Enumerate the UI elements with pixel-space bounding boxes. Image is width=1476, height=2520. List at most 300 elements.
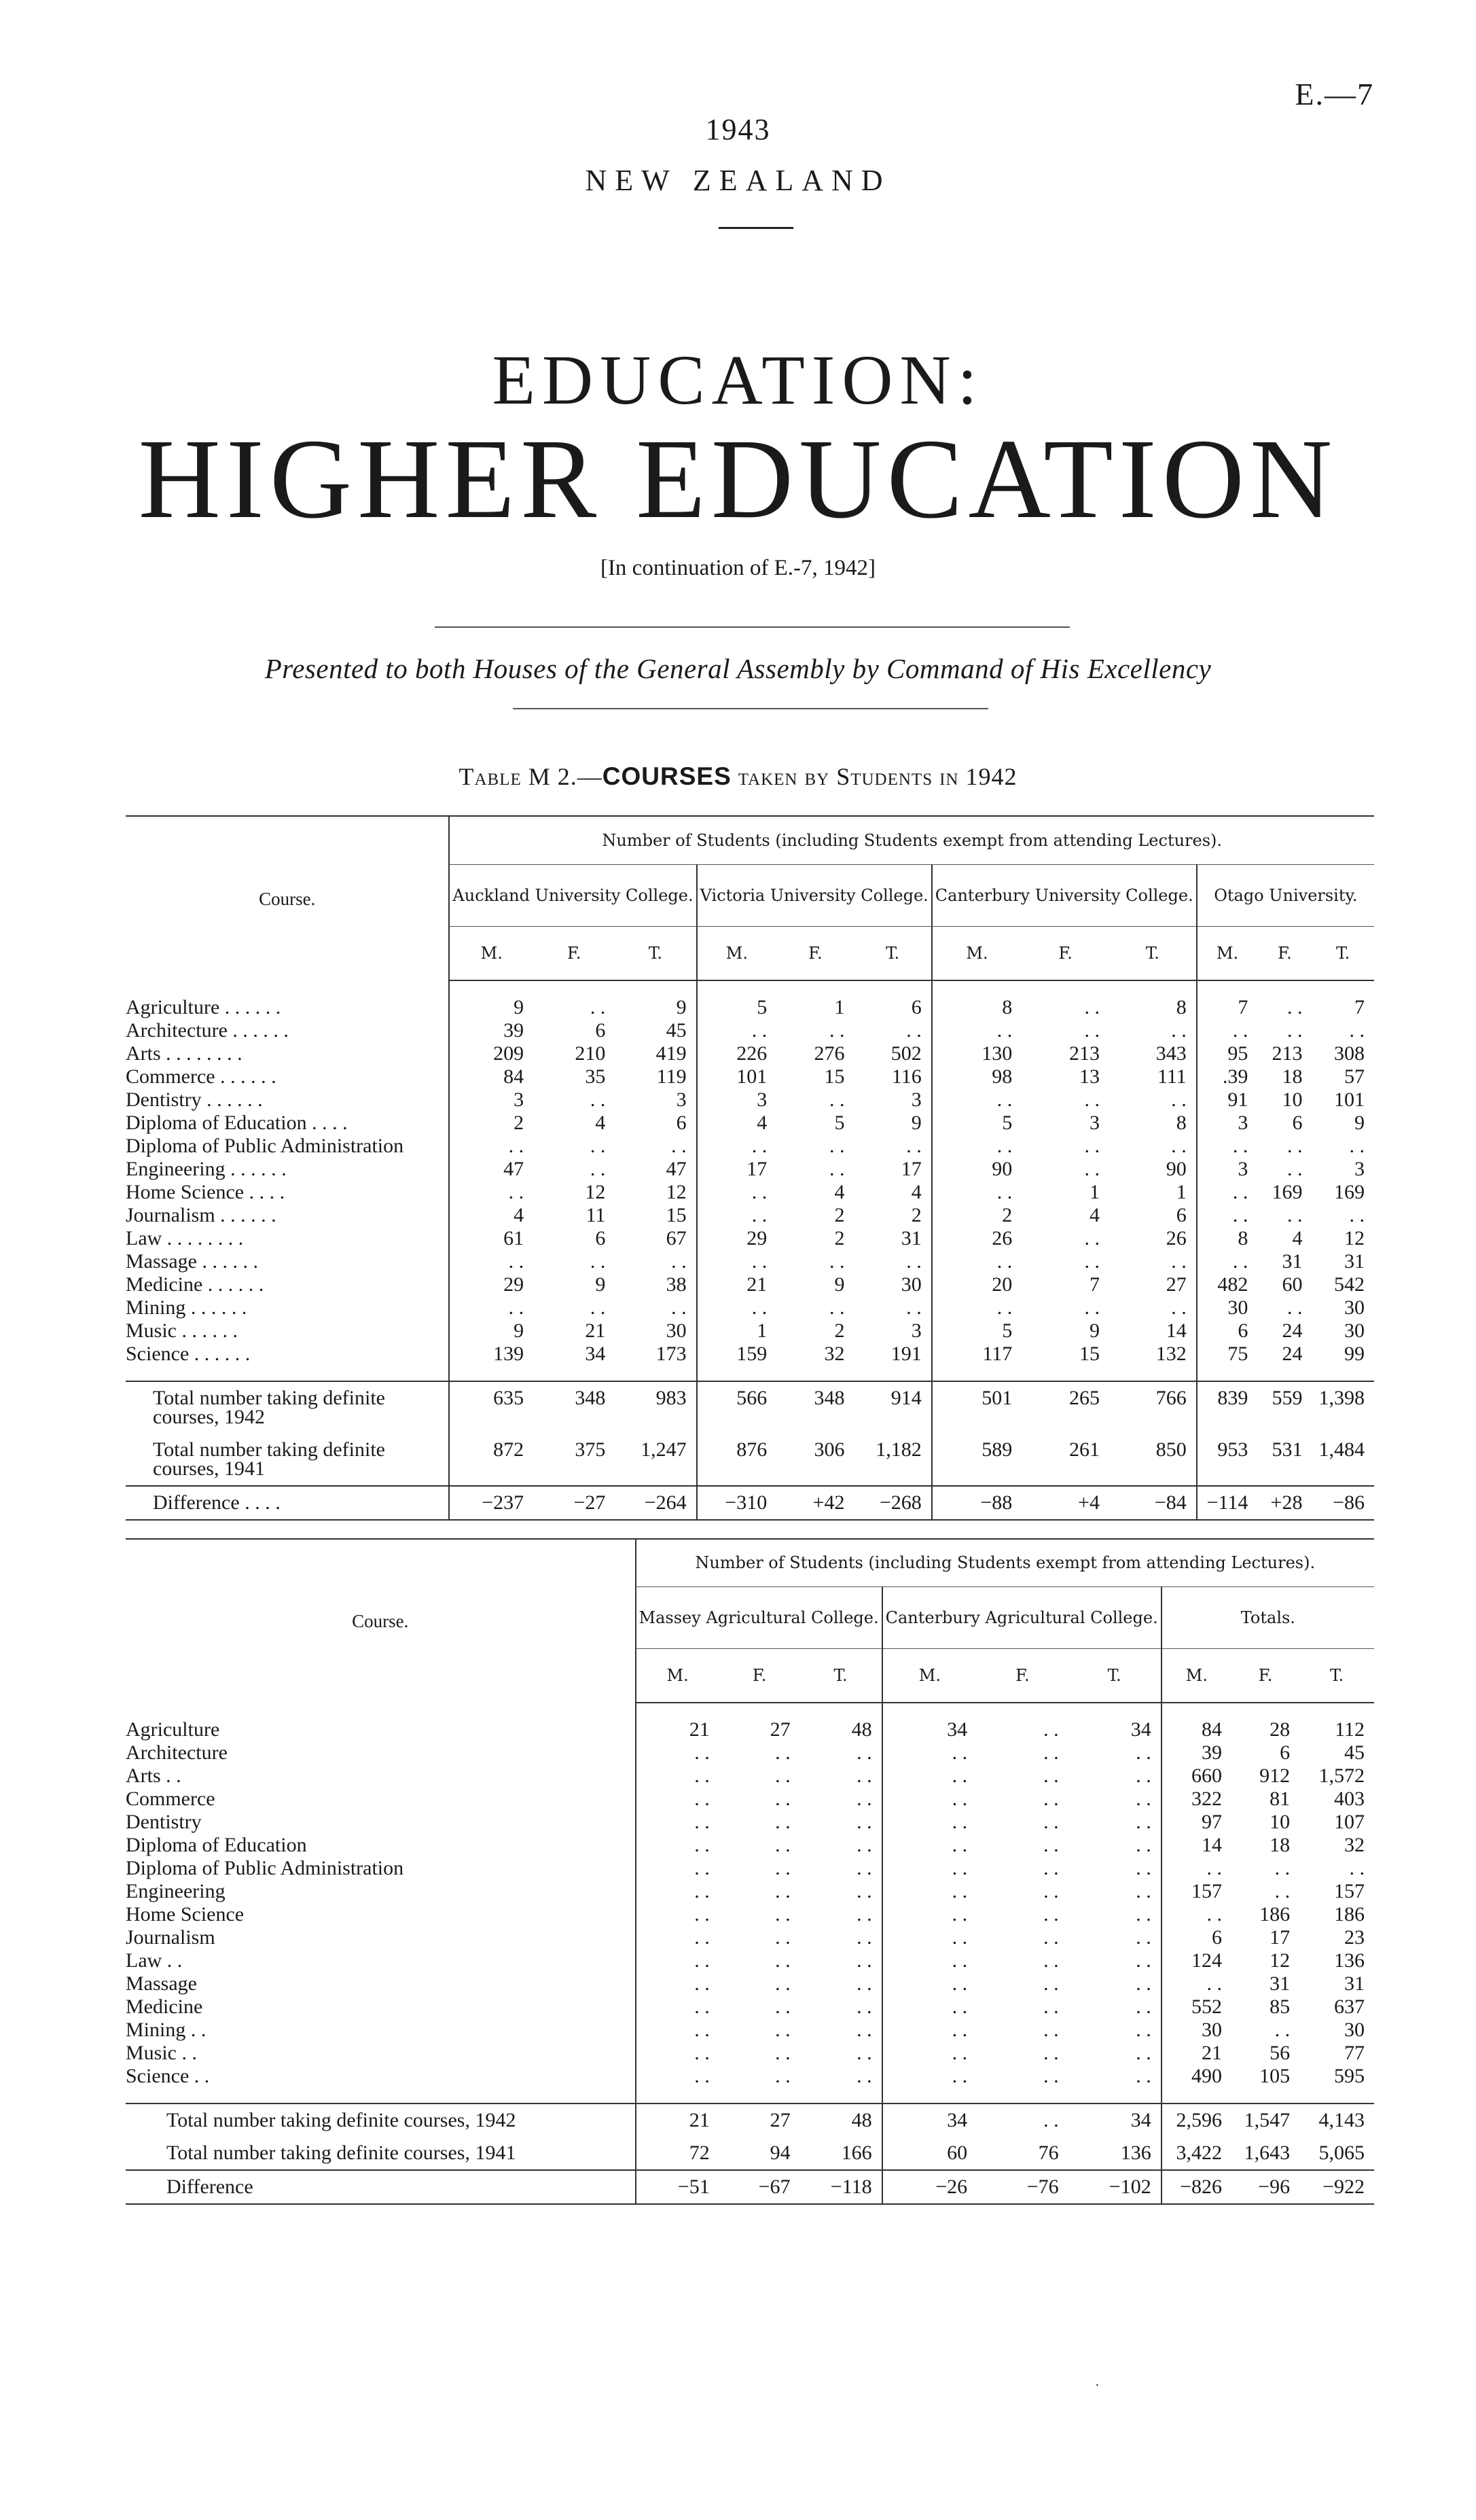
cell-value: . . bbox=[1084, 1088, 1100, 1111]
cell-value: 6 bbox=[595, 1227, 606, 1249]
total-value: −114 bbox=[1197, 1486, 1258, 1520]
cell-value: 31 bbox=[1270, 1972, 1291, 1995]
cell-value: 48 bbox=[851, 1718, 872, 1741]
cell-value: 47 bbox=[666, 1158, 687, 1180]
cell-value: . . bbox=[1043, 1811, 1059, 1833]
column-label: T. bbox=[1068, 1649, 1162, 1703]
cell-value: . . bbox=[1136, 1741, 1151, 1764]
cell-value: . . bbox=[829, 1019, 845, 1042]
column-label: M. bbox=[1197, 927, 1258, 981]
cell-value: 12 bbox=[1344, 1227, 1365, 1249]
cell-value: . . bbox=[671, 1250, 687, 1273]
table-row bbox=[126, 1158, 1374, 1181]
cell-value: . . bbox=[932, 1181, 1022, 1204]
column-label: F. bbox=[1022, 927, 1109, 981]
total-value: 566 bbox=[697, 1381, 777, 1434]
cell-value: 552 bbox=[1162, 1995, 1231, 2019]
cell-value: . . bbox=[590, 1088, 606, 1111]
cell-value: 3 bbox=[1089, 1112, 1100, 1134]
cell-value: . . bbox=[636, 1811, 719, 1834]
cell-value: . . bbox=[1136, 2019, 1151, 2041]
cell-value: 107 bbox=[1334, 1811, 1365, 1833]
total-value: 76 bbox=[1038, 2142, 1059, 2164]
total-value: +42 bbox=[776, 1486, 854, 1520]
column-label: M. bbox=[1162, 1649, 1231, 1703]
cell-value: 213 bbox=[1272, 1042, 1303, 1065]
course-name: Medicine bbox=[126, 1995, 203, 2018]
cell-value: 2 bbox=[834, 1227, 845, 1249]
cell-value: . . bbox=[882, 1995, 977, 2019]
total-value: +4 bbox=[1022, 1486, 1109, 1520]
cell-value: 30 bbox=[901, 1273, 922, 1296]
cell-value: 61 bbox=[449, 1227, 533, 1250]
cell-value: 47 bbox=[449, 1158, 533, 1181]
cell-value: . . bbox=[1349, 1204, 1365, 1226]
cell-value: 482 bbox=[1197, 1273, 1258, 1296]
presented-line: Presented to both Houses of the General Assembly by Command of His Excellency bbox=[264, 653, 1212, 684]
total-value: 5,065 bbox=[1318, 2142, 1365, 2164]
cell-value: . . bbox=[636, 1764, 719, 1788]
cell-value: . . bbox=[1286, 1158, 1303, 1180]
total-value: 48 bbox=[851, 2109, 872, 2131]
total-value: 2,596 bbox=[1162, 2104, 1231, 2137]
cell-value: 28 bbox=[1270, 1718, 1291, 1741]
cell-value: . . bbox=[1136, 1788, 1151, 1810]
cell-value: 132 bbox=[1155, 1343, 1187, 1365]
cell-value: 130 bbox=[932, 1042, 1022, 1065]
cell-value: 38 bbox=[666, 1273, 687, 1296]
total-row bbox=[126, 2170, 1374, 2204]
cell-value: . . bbox=[1084, 1158, 1100, 1180]
cell-value: . . bbox=[882, 1811, 977, 1834]
cell-value: 213 bbox=[1068, 1042, 1100, 1065]
total-value: 501 bbox=[932, 1381, 1022, 1434]
total-value: −67 bbox=[719, 2170, 800, 2204]
total-value: 876 bbox=[697, 1434, 777, 1486]
table-title bbox=[0, 762, 1476, 791]
table-row bbox=[126, 1135, 1374, 1158]
cell-value: . . bbox=[775, 1926, 791, 1949]
cell-value: 7 bbox=[1197, 996, 1258, 1019]
cell-value: . . bbox=[775, 2042, 791, 2064]
cell-value: . . bbox=[1136, 1880, 1151, 1902]
cell-value: . . bbox=[882, 2042, 977, 2065]
cell-value: . . bbox=[1084, 1250, 1100, 1273]
course-name: Science . . bbox=[126, 2065, 210, 2087]
cell-value: 34 bbox=[882, 1718, 977, 1741]
cell-value: . . bbox=[636, 1995, 719, 2019]
scan-mark: · bbox=[1095, 2378, 1100, 2393]
total-value: −76 bbox=[977, 2170, 1068, 2204]
total-value: −102 bbox=[1068, 2170, 1162, 2204]
course-header: Course. bbox=[126, 816, 449, 980]
cell-value: 12 bbox=[1270, 1949, 1291, 1972]
cell-value: . . bbox=[775, 1857, 791, 1879]
table-row bbox=[126, 1227, 1374, 1250]
cell-value: 7 bbox=[1354, 996, 1365, 1018]
cell-value: 209 bbox=[449, 1042, 533, 1065]
cell-value: . . bbox=[857, 1788, 872, 1810]
cell-value: . . bbox=[932, 1135, 1022, 1158]
cell-value: . . bbox=[697, 1135, 777, 1158]
column-label: F. bbox=[776, 927, 854, 981]
cell-value: 9 bbox=[1089, 1319, 1100, 1342]
cell-value: . . bbox=[857, 1834, 872, 1856]
cell-value: 29 bbox=[449, 1273, 533, 1296]
column-label: T. bbox=[1109, 927, 1197, 981]
table-title-prefix: Table M 2.— bbox=[458, 763, 602, 790]
cell-value: . . bbox=[697, 1296, 777, 1319]
total-value: . . bbox=[1043, 2109, 1059, 2131]
cell-value: 34 bbox=[1130, 1718, 1151, 1741]
total-value: 914 bbox=[890, 1387, 922, 1409]
total-value: −26 bbox=[882, 2170, 977, 2204]
total-value: 94 bbox=[770, 2142, 791, 2164]
total-value: 559 bbox=[1272, 1387, 1303, 1409]
cell-value: . . bbox=[775, 1880, 791, 1902]
cell-value: 26 bbox=[932, 1227, 1022, 1250]
total-value: 72 bbox=[636, 2137, 719, 2170]
cell-value: 14 bbox=[1166, 1319, 1187, 1342]
cell-value: 173 bbox=[655, 1343, 687, 1365]
total-value: 261 bbox=[1068, 1438, 1100, 1461]
total-value: 872 bbox=[449, 1434, 533, 1486]
total-value: −86 bbox=[1312, 1486, 1374, 1520]
course-name: Law . . bbox=[126, 1949, 183, 1972]
column-label: F. bbox=[719, 1649, 800, 1703]
cell-value: . . bbox=[857, 2042, 872, 2064]
cell-value: 27 bbox=[770, 1718, 791, 1741]
cell-value: . . bbox=[1043, 1972, 1059, 1995]
table-title-suffix: taken by Students in 1942 bbox=[731, 763, 1018, 790]
cell-value: . . bbox=[590, 1296, 606, 1319]
cell-value: 136 bbox=[1334, 1949, 1365, 1972]
total-value: 766 bbox=[1155, 1387, 1187, 1409]
cell-value: 595 bbox=[1334, 2065, 1365, 2087]
cell-value: . . bbox=[1197, 1019, 1258, 1042]
group-header: Number of Students (including Students exempt from attending Lectures). bbox=[449, 816, 1374, 865]
table-row bbox=[126, 1811, 1374, 1834]
cell-value: . . bbox=[1043, 1903, 1059, 1926]
cell-value: 6 bbox=[1176, 1204, 1187, 1226]
cell-value: 32 bbox=[824, 1343, 845, 1365]
cell-value: . . bbox=[697, 1204, 777, 1227]
cell-value: . . bbox=[1043, 1718, 1059, 1741]
cell-value: . . bbox=[1136, 1903, 1151, 1926]
table-row bbox=[126, 1834, 1374, 1857]
total-value: 1,547 bbox=[1244, 2109, 1291, 2131]
cell-value: 75 bbox=[1197, 1343, 1258, 1366]
total-row bbox=[126, 2104, 1374, 2137]
cell-value: 17 bbox=[901, 1158, 922, 1180]
cell-value: . . bbox=[775, 1764, 791, 1787]
total-value: 166 bbox=[841, 2142, 872, 2164]
cell-value: . . bbox=[449, 1296, 533, 1319]
divider bbox=[435, 626, 1070, 628]
total-value: 1,398 bbox=[1318, 1387, 1365, 1409]
total-label: Difference . . . . bbox=[126, 1486, 449, 1520]
cell-value: . . bbox=[636, 2019, 719, 2042]
cell-value: 9 bbox=[834, 1273, 845, 1296]
institution-header: Otago University. bbox=[1197, 865, 1374, 927]
total-label: Difference bbox=[126, 2170, 636, 2204]
cell-value: 2 bbox=[449, 1112, 533, 1135]
cell-value: 9 bbox=[449, 1319, 533, 1343]
cell-value: . . bbox=[857, 1811, 872, 1833]
column-label: T. bbox=[800, 1649, 882, 1703]
cell-value: . . bbox=[671, 1296, 687, 1319]
total-value: −88 bbox=[932, 1486, 1022, 1520]
cell-value: 3 bbox=[1197, 1158, 1258, 1181]
cell-value: 26 bbox=[1166, 1227, 1187, 1249]
course-name: Diploma of Education . . . . bbox=[126, 1112, 348, 1134]
cell-value: . . bbox=[829, 1135, 845, 1157]
cell-value: . . bbox=[1043, 1857, 1059, 1879]
course-name: Home Science bbox=[126, 1903, 245, 1926]
cell-value: . . bbox=[857, 1995, 872, 2018]
cell-value: 3 bbox=[697, 1088, 777, 1112]
cell-value: 111 bbox=[1157, 1065, 1187, 1088]
cell-value: 32 bbox=[1344, 1834, 1365, 1856]
cell-value: 97 bbox=[1162, 1811, 1231, 1834]
cell-value: 77 bbox=[1344, 2042, 1365, 2064]
total-value: 1,247 bbox=[641, 1438, 687, 1461]
cell-value: . . bbox=[1084, 1296, 1100, 1319]
cell-value: . . bbox=[636, 1880, 719, 1903]
total-label: Total number taking definite courses, 1942 bbox=[153, 1387, 385, 1428]
cell-value: . . bbox=[882, 1764, 977, 1788]
cell-value: . . bbox=[697, 1019, 777, 1042]
cell-value: 99 bbox=[1344, 1343, 1365, 1365]
country: NEW ZEALAND bbox=[585, 164, 891, 197]
cell-value: 9 bbox=[676, 996, 687, 1018]
total-value: −922 bbox=[1299, 2170, 1374, 2204]
cell-value: . . bbox=[449, 1181, 533, 1204]
cell-value: 18 bbox=[1270, 1834, 1291, 1856]
cell-value: . . bbox=[590, 1135, 606, 1157]
cell-value: 10 bbox=[1282, 1088, 1303, 1111]
cell-value: . . bbox=[882, 1788, 977, 1811]
total-value: 21 bbox=[636, 2104, 719, 2137]
cell-value: 21 bbox=[585, 1319, 606, 1342]
cell-value: . . bbox=[1136, 2042, 1151, 2064]
cell-value: . . bbox=[449, 1250, 533, 1273]
total-value: 375 bbox=[575, 1438, 606, 1461]
total-row bbox=[126, 1486, 1374, 1520]
cell-value: . . bbox=[775, 1811, 791, 1833]
institution-header: Canterbury University College. bbox=[932, 865, 1197, 927]
cell-value: . . bbox=[1197, 1204, 1258, 1227]
total-label: Total number taking definite courses, 1941 bbox=[153, 1438, 385, 1480]
course-name: Medicine . . . . . . bbox=[126, 1273, 264, 1296]
cell-value: 30 bbox=[1197, 1296, 1258, 1319]
cell-value: 8 bbox=[1176, 996, 1187, 1018]
cell-value: . . bbox=[775, 1788, 791, 1810]
total-value: 531 bbox=[1272, 1438, 1303, 1461]
cell-value: 9 bbox=[449, 996, 533, 1019]
table-row bbox=[126, 1788, 1374, 1811]
cell-value: . . bbox=[1349, 1857, 1365, 1879]
course-name: Science . . . . . . bbox=[126, 1343, 251, 1365]
cell-value: . . bbox=[697, 1181, 777, 1204]
cell-value: 27 bbox=[1166, 1273, 1187, 1296]
table-row bbox=[126, 1903, 1374, 1926]
document-reference: E.—7 bbox=[1295, 77, 1374, 111]
course-name: Mining . . bbox=[126, 2019, 206, 2041]
cell-value: 6 bbox=[1292, 1112, 1303, 1134]
cell-value: . . bbox=[857, 1926, 872, 1949]
cell-value: 5 bbox=[932, 1319, 1022, 1343]
cell-value: 2 bbox=[834, 1204, 845, 1226]
cell-value: . . bbox=[775, 1972, 791, 1995]
cell-value: . . bbox=[1084, 996, 1100, 1018]
cell-value: . . bbox=[882, 1926, 977, 1949]
cell-value: 56 bbox=[1270, 2042, 1291, 2064]
cell-value: 542 bbox=[1334, 1273, 1365, 1296]
total-value: 1,182 bbox=[876, 1438, 922, 1461]
course-header: Course. bbox=[352, 1610, 409, 1631]
cell-value: . . bbox=[590, 996, 606, 1018]
spacer-row bbox=[126, 1703, 1374, 1718]
total-row bbox=[126, 2137, 1374, 2170]
cell-value: 308 bbox=[1334, 1042, 1365, 1065]
cell-value: 169 bbox=[1334, 1181, 1365, 1203]
courses-table-colleges bbox=[126, 1539, 1374, 2205]
cell-value: . . bbox=[1043, 1834, 1059, 1856]
course-name: Diploma of Education bbox=[126, 1834, 307, 1856]
cell-value: . . bbox=[1043, 1880, 1059, 1902]
cell-value: . . bbox=[590, 1250, 606, 1273]
course-name: Engineering . . . . . . bbox=[126, 1158, 287, 1180]
cell-value: 1 bbox=[834, 996, 845, 1018]
table-row bbox=[126, 1181, 1374, 1204]
course-name: Diploma of Public Administration bbox=[126, 1857, 404, 1879]
cell-value: 14 bbox=[1162, 1834, 1231, 1857]
column-label: T. bbox=[854, 927, 931, 981]
cell-value: . . bbox=[775, 2019, 791, 2041]
cell-value: 12 bbox=[666, 1181, 687, 1203]
table-row bbox=[126, 1065, 1374, 1088]
course-name: Arts . . bbox=[126, 1764, 181, 1787]
cell-value: . . bbox=[636, 1949, 719, 1972]
course-name: Home Science . . . . bbox=[126, 1181, 285, 1203]
cell-value: . . bbox=[1136, 1949, 1151, 1972]
cell-value: . . bbox=[636, 1903, 719, 1926]
cell-value: . . bbox=[775, 1949, 791, 1972]
course-name: Architecture . . . . . . bbox=[126, 1019, 289, 1042]
total-value: 850 bbox=[1155, 1438, 1187, 1461]
cell-value: 17 bbox=[1270, 1926, 1291, 1949]
cell-value: . . bbox=[1043, 1949, 1059, 1972]
cell-value: 9 bbox=[1354, 1112, 1365, 1134]
cell-value: . . bbox=[1197, 1135, 1258, 1158]
table-row bbox=[126, 2042, 1374, 2065]
total-value: 3,422 bbox=[1162, 2137, 1231, 2170]
cell-value: . . bbox=[636, 1926, 719, 1949]
cell-value: . . bbox=[1274, 1857, 1291, 1879]
total-value: 4,143 bbox=[1318, 2109, 1365, 2131]
cell-value: 159 bbox=[697, 1343, 777, 1366]
cell-value: . . bbox=[857, 1972, 872, 1995]
course-name: Journalism bbox=[126, 1926, 215, 1949]
table-row bbox=[126, 2065, 1374, 2088]
cell-value: . . bbox=[1043, 2019, 1059, 2041]
cell-value: . . bbox=[857, 2065, 872, 2087]
table-row bbox=[126, 1880, 1374, 1903]
table-row bbox=[126, 1857, 1374, 1880]
institution-header: Totals. bbox=[1162, 1587, 1374, 1649]
cell-value: . . bbox=[636, 1834, 719, 1857]
cell-value: 157 bbox=[1162, 1880, 1231, 1903]
cell-value: . . bbox=[1171, 1088, 1187, 1111]
cell-value: 7 bbox=[1089, 1273, 1100, 1296]
course-name: Massage . . . . . . bbox=[126, 1250, 258, 1273]
cell-value: . . bbox=[882, 1741, 977, 1764]
title-line-2: HIGHER EDUCATION bbox=[138, 416, 1338, 542]
cell-value: 91 bbox=[1197, 1088, 1258, 1112]
cell-value: 84 bbox=[1162, 1718, 1231, 1741]
cell-value: 101 bbox=[697, 1065, 777, 1088]
total-value: 839 bbox=[1197, 1381, 1258, 1434]
cell-value: 8 bbox=[1176, 1112, 1187, 1134]
table-row bbox=[126, 1718, 1374, 1741]
cell-value: . . bbox=[1197, 1181, 1258, 1204]
cell-value: . . bbox=[1043, 1764, 1059, 1787]
cell-value: 343 bbox=[1155, 1042, 1187, 1065]
table-row bbox=[126, 1042, 1374, 1065]
cell-value: . . bbox=[857, 1857, 872, 1879]
cell-value: 30 bbox=[1344, 1319, 1365, 1342]
table-row bbox=[126, 1296, 1374, 1319]
course-name: Arts . . . . . . . . bbox=[126, 1042, 242, 1065]
cell-value: . . bbox=[906, 1296, 922, 1319]
cell-value: 31 bbox=[901, 1227, 922, 1249]
cell-value: . . bbox=[775, 1834, 791, 1856]
cell-value: . . bbox=[636, 1857, 719, 1880]
total-value: 589 bbox=[932, 1434, 1022, 1486]
cell-value: 2 bbox=[834, 1319, 845, 1342]
course-name: Law . . . . . . . . bbox=[126, 1227, 244, 1249]
cell-value: . . bbox=[1286, 996, 1303, 1018]
course-name: Dentistry . . . . . . bbox=[126, 1088, 263, 1111]
cell-value: . . bbox=[882, 1949, 977, 1972]
cell-value: 116 bbox=[891, 1065, 922, 1088]
cell-value: 157 bbox=[1334, 1880, 1365, 1902]
cell-value: . . bbox=[1171, 1296, 1187, 1319]
cell-value: 419 bbox=[655, 1042, 687, 1065]
total-value: 1,643 bbox=[1244, 2142, 1291, 2164]
cell-value: . . bbox=[1286, 1204, 1303, 1226]
cell-value: 15 bbox=[1079, 1343, 1100, 1365]
column-label: M. bbox=[932, 927, 1022, 981]
total-value: 34 bbox=[882, 2104, 977, 2137]
table-title-bold: COURSES bbox=[602, 762, 732, 790]
total-value: −237 bbox=[449, 1486, 533, 1520]
course-name: Music . . bbox=[126, 2042, 197, 2064]
column-label: T. bbox=[1299, 1649, 1374, 1703]
cell-value: . . bbox=[1084, 1019, 1100, 1042]
cell-value: . . bbox=[932, 1296, 1022, 1319]
total-value: 635 bbox=[449, 1381, 533, 1434]
cell-value: 3 bbox=[449, 1088, 533, 1112]
cell-value: 4 bbox=[449, 1204, 533, 1227]
cell-value: 90 bbox=[1166, 1158, 1187, 1180]
cell-value: . . bbox=[636, 2042, 719, 2065]
cell-value: . . bbox=[1043, 2065, 1059, 2087]
total-label: Total number taking definite courses, 1942 bbox=[166, 2109, 516, 2131]
cell-value: . . bbox=[1171, 1135, 1187, 1157]
table-row bbox=[126, 1319, 1374, 1343]
